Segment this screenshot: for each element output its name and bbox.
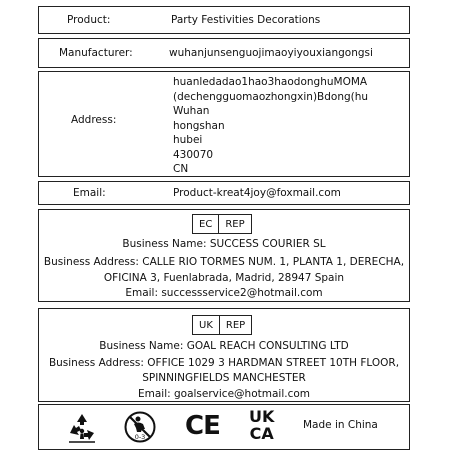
address-line: CN	[173, 163, 189, 175]
address-label: Address:	[71, 114, 117, 126]
ec-email: Email: successservice2@hotmail.com	[125, 287, 323, 299]
no-small-children-0-3-icon	[123, 410, 157, 446]
uk-rep-tag	[192, 315, 252, 335]
ec-rep-tag	[192, 214, 252, 234]
no-children-age-text: 0-3	[134, 433, 146, 441]
email-label: Email:	[73, 187, 106, 199]
product-label: Product:	[67, 14, 111, 26]
rep-tag-label: REP	[218, 215, 250, 233]
ec-tag-label: EC	[199, 218, 213, 230]
uk-email: Email: goalservice@hotmail.com	[137, 388, 310, 400]
recycle-figure-icon	[65, 411, 99, 445]
address-line: hubei	[173, 134, 203, 146]
product-row	[38, 6, 410, 34]
address-line: Wuhan	[173, 105, 210, 117]
ec-business-address-line1: Business Address: CALLE RIO TORMES NUM. 1, PLANTA 1, DERECHA,	[43, 256, 405, 268]
address-lines	[173, 76, 368, 176]
email-row	[38, 181, 410, 205]
uk-rep-block	[38, 308, 410, 402]
ec-rep-block	[38, 209, 410, 302]
ce-mark-icon: CE	[185, 411, 220, 441]
uk-tag-label: UK	[199, 319, 213, 331]
ec-business-name: Business Name: SUCCESS COURIER SL	[122, 238, 326, 250]
made-in-label: Made in China	[303, 419, 378, 431]
address-line: (dechengguomaozhongxin)Bdong(hu	[173, 90, 369, 103]
address-line: 430070	[173, 148, 214, 161]
ukca-mark-icon	[249, 408, 274, 442]
uk-business-address-line1: Business Address: OFFICE 1029 3 HARDMAN STREET 10TH FLOOR,	[48, 357, 400, 369]
manufacturer-value: wuhanjunsenguojimaoyiyouxiangongsi	[169, 47, 373, 59]
address-line: hongshan	[173, 119, 225, 132]
uk-business-name: Business Name: GOAL REACH CONSULTING LTD	[99, 340, 349, 352]
rep-tag-label: REP	[219, 316, 251, 334]
email-value: Product-kreat4joy@foxmail.com	[173, 187, 341, 199]
manufacturer-label: Manufacturer:	[59, 47, 133, 59]
uk-business-address-line2: SPINNINGFIELDS MANCHESTER	[142, 372, 306, 384]
address-row	[38, 71, 410, 177]
ukca-bottom-text: CA	[249, 424, 274, 443]
footer-icons-row	[38, 404, 410, 450]
ukca-top-text: UK	[249, 407, 275, 426]
manufacturer-row	[38, 38, 410, 68]
product-value: Party Festivities Decorations	[171, 14, 321, 26]
address-line: huanledadao1hao3haodonghuMOMA	[173, 76, 368, 88]
ec-business-address-line2: OFICINA 3, Fuenlabrada, Madrid, 28947 Spain	[103, 272, 345, 284]
